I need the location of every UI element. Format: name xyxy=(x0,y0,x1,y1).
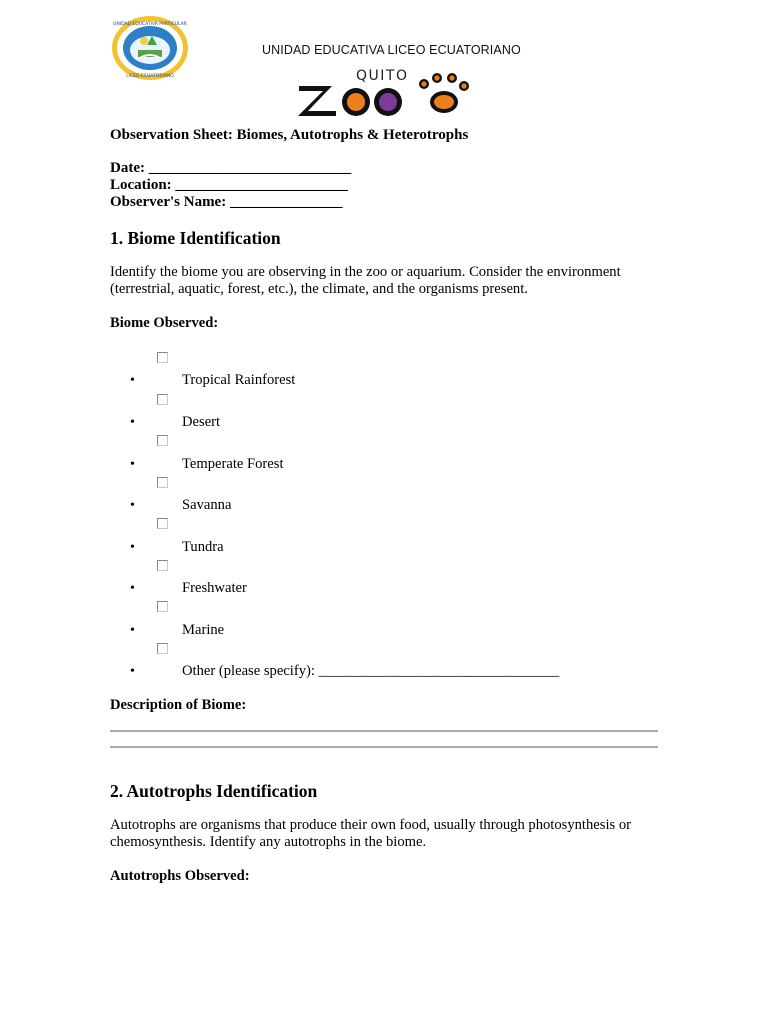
list-bullet: • xyxy=(130,457,135,472)
svg-text:UNIDAD EDUCATIVA PARTICULAR: UNIDAD EDUCATIVA PARTICULAR xyxy=(113,22,187,27)
biome-observed-label: Biome Observed: xyxy=(110,315,219,331)
biome-checkbox[interactable] xyxy=(157,518,168,529)
section-2-paragraph: Autotrophs are organisms that produce their own food, usually through photosynthesis or chemosynthesis. Identify any autotrophs in the biome. xyxy=(110,817,631,850)
biome-description-label: Description of Biome: xyxy=(110,697,247,713)
school-name: UNIDAD EDUCATIVA LICEO ECUATORIANO xyxy=(262,43,521,57)
biome-checkbox[interactable] xyxy=(157,394,168,405)
school-seal-logo xyxy=(110,14,190,82)
svg-text:QUITO: QUITO xyxy=(356,68,409,84)
list-bullet: • xyxy=(130,623,135,638)
location-field[interactable]: Location: _______________________ xyxy=(110,177,348,193)
list-bullet: • xyxy=(130,540,135,555)
biome-checkbox[interactable] xyxy=(157,560,168,571)
list-bullet: • xyxy=(130,415,135,430)
list-bullet: • xyxy=(130,581,135,596)
biome-checkbox[interactable] xyxy=(157,643,168,654)
biome-option-other[interactable]: Other (please specify): _________________________________ xyxy=(182,663,560,679)
biome-option-desert: Desert xyxy=(182,414,221,430)
biome-checkbox[interactable] xyxy=(157,352,168,363)
list-bullet: • xyxy=(130,498,135,513)
biome-option-tropical-rainforest: Tropical Rainforest xyxy=(182,372,296,388)
biome-checkbox[interactable] xyxy=(157,601,168,612)
biome-option-marine: Marine xyxy=(182,622,225,638)
section-1-paragraph: Identify the biome you are observing in the zoo or aquarium. Consider the environment (terrestrial, aquatic, forest, etc.), the climate, and the organisms present. xyxy=(110,264,621,297)
section-2-heading: 2. Autotrophs Identification xyxy=(110,781,318,801)
observer-name-field[interactable]: Observer's Name: _______________ xyxy=(110,194,343,210)
quito-zoo-logo xyxy=(296,66,474,120)
biome-checkbox[interactable] xyxy=(157,435,168,446)
list-bullet: • xyxy=(130,373,135,388)
section-1-heading: 1. Biome Identification xyxy=(110,228,281,248)
biome-checkbox[interactable] xyxy=(157,477,168,488)
answer-line[interactable] xyxy=(110,746,658,748)
list-bullet: • xyxy=(130,664,135,679)
biome-option-tundra: Tundra xyxy=(182,539,224,555)
biome-option-freshwater: Freshwater xyxy=(182,580,247,596)
answer-line[interactable] xyxy=(110,730,658,732)
autotrophs-observed-label: Autotrophs Observed: xyxy=(110,868,250,884)
date-field[interactable]: Date: ___________________________ xyxy=(110,160,352,176)
biome-option-temperate-forest: Temperate Forest xyxy=(182,456,284,472)
svg-text:LICEO ECUATORIANO: LICEO ECUATORIANO xyxy=(126,74,174,79)
biome-option-savanna: Savanna xyxy=(182,497,232,513)
sheet-title: Observation Sheet: Biomes, Autotrophs & Heterotrophs xyxy=(110,127,469,143)
